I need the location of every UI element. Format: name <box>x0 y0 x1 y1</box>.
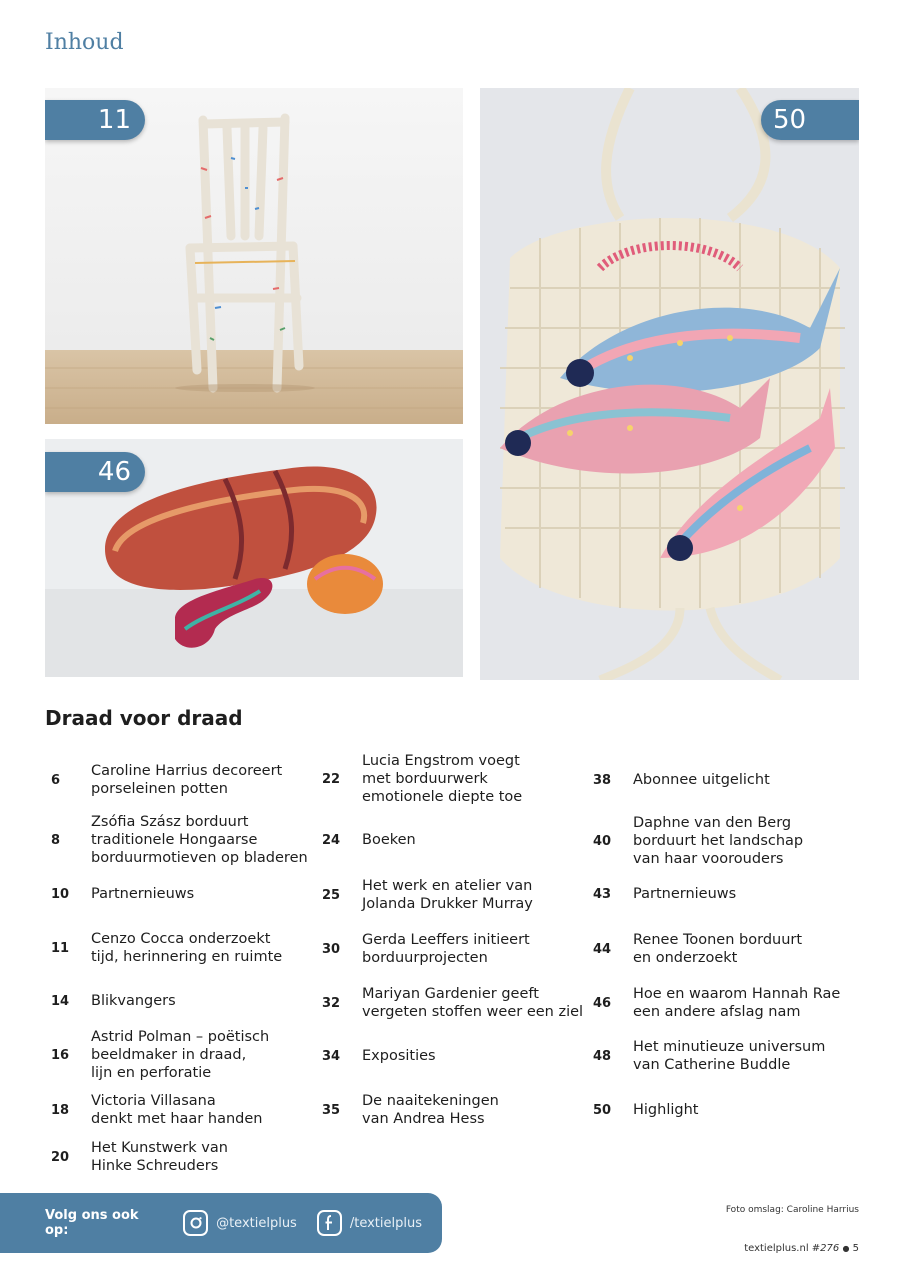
toc-title: Exposities <box>362 1048 436 1064</box>
page-footer <box>744 1243 859 1254</box>
toc-title: Caroline Harrius decoreert porseleinen potten <box>91 763 283 797</box>
toc-entry-44[interactable] <box>593 931 802 967</box>
toc-title: Het Kunstwerk van Hinke Schreuders <box>91 1140 228 1174</box>
toc-page-number: 44 <box>593 941 612 957</box>
toc-title: Daphne van den Berg borduurt het landschap van haar voorouders <box>633 815 804 867</box>
toc-page-number: 48 <box>593 1048 612 1064</box>
toc-title: Boeken <box>362 832 416 848</box>
section-title: Draad voor draad <box>45 706 243 730</box>
page-tag-46: 46 <box>45 452 145 492</box>
toc-title: Renee Toonen borduurt en onderzoekt <box>633 932 803 966</box>
toc-page-number: 25 <box>322 887 341 903</box>
toc-title: Astrid Polman – poëtisch beeldmaker in draad, lijn en perforatie <box>91 1029 270 1081</box>
toc-page-number: 8 <box>51 832 61 848</box>
toc-page-number: 10 <box>51 886 70 902</box>
toc-entry-14[interactable] <box>51 992 176 1010</box>
toc-page-number: 11 <box>51 940 70 956</box>
toc-page-number: 22 <box>322 771 341 787</box>
toc-title: Lucia Engstrom voegt met borduurwerk emotionele diepte toe <box>362 753 523 805</box>
footer-separator: ● <box>842 1244 850 1253</box>
social-bar <box>0 1193 442 1253</box>
footer-page-number: 5 <box>852 1243 859 1254</box>
toc-entry-46[interactable] <box>593 985 840 1021</box>
toc-title: Partnernieuws <box>91 886 195 902</box>
toc-entry-22[interactable] <box>322 752 522 806</box>
toc-title: Cenzo Cocca onderzoekt tijd, herinnering en ruimte <box>91 931 283 965</box>
toc-page-number: 40 <box>593 833 612 849</box>
toc-entry-10[interactable] <box>51 885 194 903</box>
toc-page-number: 6 <box>51 772 61 788</box>
toc-entry-40[interactable] <box>593 814 803 868</box>
page-tag-11: 11 <box>45 100 145 140</box>
toc-entry-20[interactable] <box>51 1139 228 1175</box>
instagram-handle[interactable]: @textielplus <box>216 1215 297 1231</box>
toc-title: Abonnee uitgelicht <box>633 772 770 788</box>
toc-page-number: 50 <box>593 1102 612 1118</box>
footer-site[interactable]: textielplus.nl <box>744 1243 809 1254</box>
toc-title: Blikvangers <box>91 993 176 1009</box>
toc-entry-24[interactable] <box>322 831 416 849</box>
toc-entry-32[interactable] <box>322 985 583 1021</box>
instagram-icon[interactable] <box>183 1210 208 1236</box>
toc-page-number: 35 <box>322 1102 341 1118</box>
toc-title: De naaitekeningen van Andrea Hess <box>362 1093 499 1127</box>
toc-page-number: 43 <box>593 886 612 902</box>
toc-entry-25[interactable] <box>322 877 533 913</box>
toc-title: Gerda Leeffers initieert borduurprojecten <box>362 932 530 966</box>
toc-title: Highlight <box>633 1102 699 1118</box>
footer-issue: #276 <box>811 1243 840 1254</box>
toc-entry-30[interactable] <box>322 931 530 967</box>
follow-label: Volg ons ook op: <box>45 1208 139 1238</box>
fish-photo <box>480 88 859 680</box>
toc-entry-34[interactable] <box>322 1047 436 1065</box>
chair-photo <box>45 88 463 424</box>
toc-page-number: 46 <box>593 995 612 1011</box>
photo-credit: Foto omslag: Caroline Harrius <box>725 1205 859 1215</box>
toc-title: Zsófia Szász borduurt traditionele Hongaarse borduurmotieven op bladeren <box>91 814 308 866</box>
toc-page-number: 16 <box>51 1047 70 1063</box>
toc-page-number: 14 <box>51 993 70 1009</box>
toc-title: Hoe en waarom Hannah Rae een andere afslag nam <box>633 986 841 1020</box>
toc-entry-6[interactable] <box>51 762 282 798</box>
toc-entry-35[interactable] <box>322 1092 499 1128</box>
toc-page-number: 38 <box>593 772 612 788</box>
toc-entry-18[interactable] <box>51 1092 262 1128</box>
toc-page-number: 18 <box>51 1102 70 1118</box>
toc-entry-48[interactable] <box>593 1038 825 1074</box>
toc-title: Partnernieuws <box>633 886 737 902</box>
toc-title: Mariyan Gardenier geeft vergeten stoffen weer een ziel <box>362 986 584 1020</box>
toc-entry-11[interactable] <box>51 930 282 966</box>
toc-page-number: 34 <box>322 1048 341 1064</box>
toc-entry-38[interactable] <box>593 771 770 789</box>
toc-title: Het minutieuze universum van Catherine Buddle <box>633 1039 826 1073</box>
facebook-handle[interactable]: /textielplus <box>349 1215 422 1231</box>
toc-entry-8[interactable] <box>51 813 308 867</box>
toc-entry-16[interactable] <box>51 1028 269 1082</box>
page-tag-50: 50 <box>761 100 859 140</box>
toc-entry-50[interactable] <box>593 1101 698 1119</box>
facebook-icon[interactable] <box>317 1210 342 1236</box>
toc-page-number: 30 <box>322 941 341 957</box>
toc-page-number: 32 <box>322 995 341 1011</box>
toc-entry-43[interactable] <box>593 885 736 903</box>
slippers-photo <box>45 439 463 677</box>
toc-title: Het werk en atelier van Jolanda Drukker Murray <box>362 878 533 912</box>
page-heading: Inhoud <box>45 30 124 55</box>
toc-title: Victoria Villasana denkt met haar handen <box>91 1093 263 1127</box>
toc-page-number: 20 <box>51 1149 70 1165</box>
toc-page-number: 24 <box>322 832 341 848</box>
